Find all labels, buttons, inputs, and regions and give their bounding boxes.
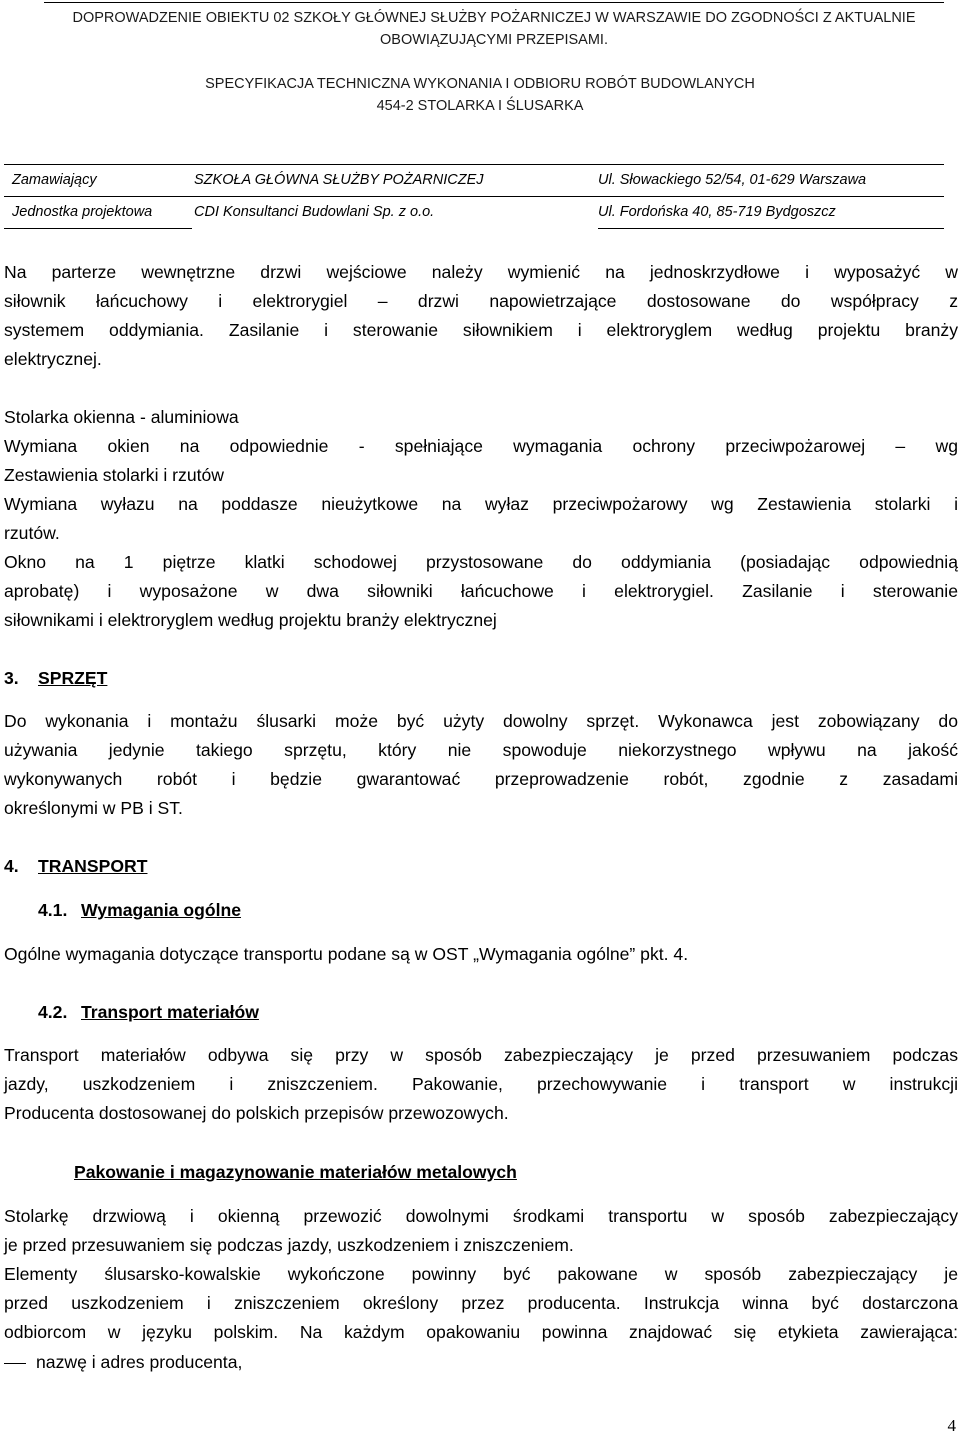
document-title-line-2: OBOWIĄZUJĄCYMI PRZEPISAMI. xyxy=(380,32,608,48)
designer-name: CDI Konsultanci Budowlani Sp. z o.o. xyxy=(194,204,435,220)
page-number: 4 xyxy=(947,1416,956,1435)
paragraph-materials-line-3: Producenta dostosowanej do polskich przepisów przewozowych. xyxy=(4,1103,509,1123)
stolarka-subtitle: Stolarka okienna - aluminiowa xyxy=(4,407,239,427)
list-item xyxy=(4,1348,242,1377)
paragraph-door-line-4: elektrycznej. xyxy=(4,349,102,369)
info-row-client xyxy=(0,165,960,195)
paragraph-hatch-line-1: Wymiana wyłazu na poddasze nieużytkowe na wyłaz przeciwpożarowy wg Zestawienia stolarki i xyxy=(4,494,958,514)
designer-address: Ul. Fordońska 40, 85-719 Bydgoszcz xyxy=(598,204,836,220)
client-address: Ul. Słowackiego 52/54, 01-629 Warszawa xyxy=(598,172,867,188)
paragraph-equipment-line-1: Do wykonania i montażu ślusarki może być użyty dowolny sprzęt. Wykonawca jest zobowiązany do xyxy=(4,711,958,731)
spec-title-line-2: 454-2 STOLARKA I ŚLUSARKA xyxy=(376,98,584,114)
client-name: SZKOŁA GŁÓWNA SŁUŻBY POŻARNICZEJ xyxy=(194,172,484,188)
paragraph-transport-general: Ogólne wymagania dotyczące transportu podane są w OST „Wymagania ogólne” pkt. 4. xyxy=(4,944,689,964)
paragraph-smoke-window-line-2: aprobatę) i wyposażone w dwa siłowniki łańcuchowe i elektrorygiel. Zasilanie i sterowanie xyxy=(4,581,958,601)
paragraph-door-line-3: systemem oddymiania. Zasilanie i sterowanie siłownikiem i elektroryglem według projektu branży xyxy=(4,320,958,340)
spec-title-line-1: SPECYFIKACJA TECHNICZNA WYKONANIA I ODBIORU ROBÓT BUDOWLANYCH xyxy=(205,76,755,92)
paragraph-windows-line-2: Zestawienia stolarki i rzutów xyxy=(4,465,224,485)
paragraph-equipment-line-4: określonymi w PB i ST. xyxy=(4,798,183,818)
paragraph-materials-line-1: Transport materiałów odbywa się przy w sposób zabezpieczający je przed przesuwaniem podczas xyxy=(4,1045,958,1065)
paragraph-equipment-line-3: wykonywanych robót i będzie gwarantować przeprowadzenie robót, zgodnie z zasadami xyxy=(4,769,958,789)
paragraph-door-line-2: siłownik łańcuchowy i elektrorygiel – drzwi napowietrzające dostosowane do współpracy z xyxy=(4,291,958,311)
section-4-2-number: 4.2. xyxy=(38,1002,68,1022)
paragraph-windows-line-1: Wymiana okien na odpowiednie - spełniające wymagania ochrony przeciwpożarowej – wg xyxy=(4,436,958,456)
paragraph-packaging-line-1: Stolarkę drzwiową i okienną przewozić dowolnymi środkami transportu w sposób zabezpieczający xyxy=(4,1206,958,1226)
info-row-designer xyxy=(0,197,960,227)
section-4-title: TRANSPORT xyxy=(38,856,148,876)
section-4-1-number: 4.1. xyxy=(38,900,68,920)
paragraph-materials-line-2: jazdy, uszkodzeniem i zniszczeniem. Pakowanie, przechowywanie i transport w instrukcji xyxy=(4,1074,958,1094)
paragraph-door-line-1: Na parterze wewnętrzne drzwi wejściowe należy wymienić na jednoskrzydłowe i wyposażyć w xyxy=(4,262,958,282)
dash-bullet xyxy=(4,1363,26,1364)
document-title-line-1: DOPROWADZENIE OBIEKTU 02 SZKOŁY GŁÓWNEJ SŁUŻBY POŻARNICZEJ W WARSZAWIE DO ZGODNOŚCI Z AKTUALNIE xyxy=(72,10,916,26)
info-table-bottom-rule-left xyxy=(4,228,192,229)
section-4-2-title: Transport materiałów xyxy=(81,1002,259,1022)
paragraph-smoke-window-line-1: Okno na 1 piętrze klatki schodowej przystosowane do oddymiania (posiadając odpowiednią xyxy=(4,552,958,572)
packaging-heading: Pakowanie i magazynowanie materiałów metalowych xyxy=(74,1162,517,1182)
paragraph-metal-elements-line-1: Elementy ślusarsko-kowalskie wykończone powinny być pakowane w sposób zabezpieczający je xyxy=(4,1264,958,1284)
paragraph-metal-elements-line-3: odbiorcom w języku polskim. Na każdym opakowaniu powinna znajdować się etykieta zawierająca: xyxy=(4,1322,958,1342)
paragraph-smoke-window-line-3: siłownikami i elektroryglem według projektu branży elektrycznej xyxy=(4,610,497,630)
paragraph-equipment-line-2: używania jedynie takiego sprzętu, który nie spowoduje niekorzystnego wpływu na jakość xyxy=(4,740,958,760)
paragraph-packaging-line-2: je przed przesuwaniem się podczas jazdy, uszkodzeniem i zniszczeniem. xyxy=(4,1235,574,1255)
designer-label: Jednostka projektowa xyxy=(12,204,153,220)
list-item-text: nazwę i adres producenta, xyxy=(36,1352,243,1372)
section-4-1-title: Wymagania ogólne xyxy=(81,900,242,920)
client-label: Zamawiający xyxy=(12,172,97,188)
section-4-number: 4. xyxy=(4,856,19,876)
section-3-number: 3. xyxy=(4,668,19,688)
header-top-rule xyxy=(44,2,944,3)
paragraph-hatch-line-2: rzutów. xyxy=(4,523,60,543)
paragraph-metal-elements-line-2: przed uszkodzeniem i zniszczeniem określony przez producenta. Instrukcja winna być dostarczona xyxy=(4,1293,958,1313)
info-table-bottom-rule-right xyxy=(598,228,944,229)
section-3-title: SPRZĘT xyxy=(38,668,108,688)
